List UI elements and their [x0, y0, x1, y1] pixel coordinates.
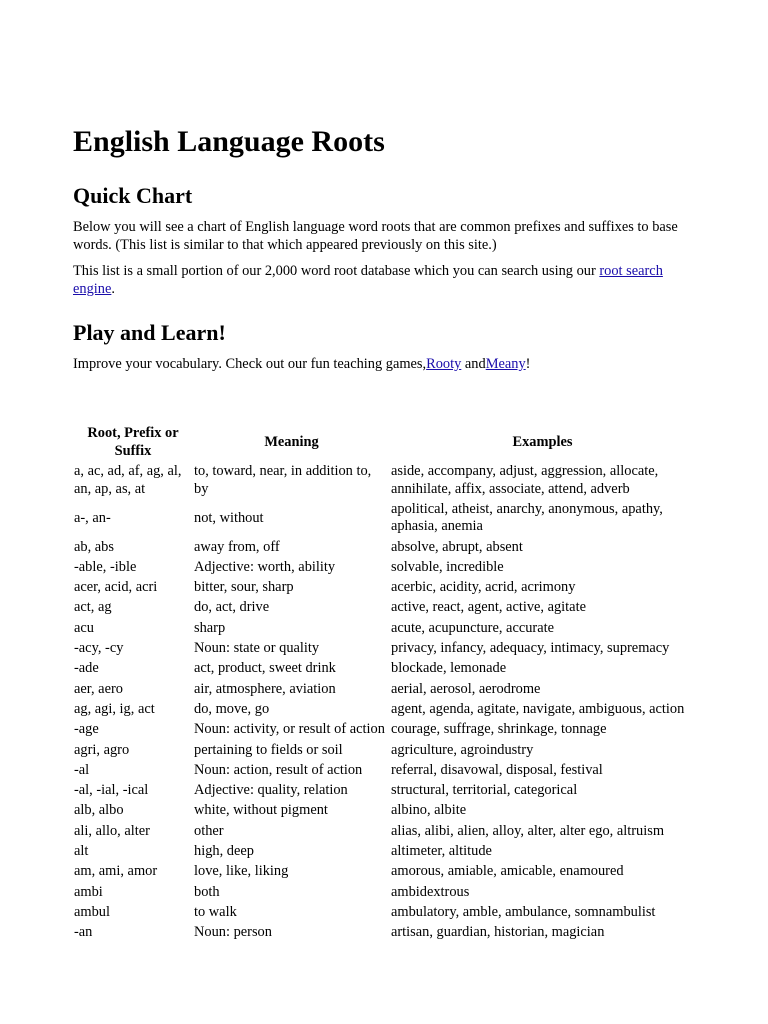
cell-examples: alias, alibi, alien, alloy, alter, alter ego, altruism — [391, 822, 665, 839]
cell-meaning: both — [194, 883, 220, 900]
cell-meaning: love, like, liking — [194, 863, 289, 880]
cell-root: am, ami, amor — [74, 863, 158, 880]
table-row — [73, 842, 695, 862]
cell-root: a-, an- — [74, 509, 111, 526]
cell-root: ag, agi, ig, act — [74, 700, 155, 717]
table-row — [73, 761, 695, 781]
cell-root: alt — [74, 843, 89, 860]
header-examples: Examples — [512, 433, 573, 450]
table-row — [73, 720, 695, 740]
header-root: Root, Prefix or Suffix — [87, 425, 179, 459]
root-search-engine-link[interactable]: root search engine — [73, 263, 663, 297]
cell-meaning: Adjective: quality, relation — [194, 782, 348, 799]
cell-meaning: Noun: action, result of action — [194, 761, 363, 778]
cell-root: ambul — [74, 903, 110, 920]
cell-meaning: other — [194, 822, 224, 839]
cell-root: acu — [74, 619, 94, 636]
roots-table — [73, 423, 695, 944]
table-row — [73, 462, 695, 500]
cell-examples: acute, acupuncture, accurate — [391, 619, 554, 636]
cell-examples: courage, suffrage, shrinkage, tonnage — [391, 721, 607, 738]
table-row — [73, 741, 695, 761]
cell-examples: aside, accompany, adjust, aggression, allocate, annihilate, affix, associate, attend, adverb — [391, 463, 659, 497]
cell-root: -acy, -cy — [74, 640, 124, 657]
cell-meaning: air, atmosphere, aviation — [194, 680, 336, 697]
cell-meaning: high, deep — [194, 843, 254, 860]
cell-examples: altimeter, altitude — [391, 843, 492, 860]
table-row — [73, 862, 695, 882]
cell-examples: structural, territorial, categorical — [391, 782, 578, 799]
cell-meaning: to walk — [194, 903, 237, 920]
table-row — [73, 558, 695, 578]
cell-examples: privacy, infancy, adequacy, intimacy, supremacy — [391, 640, 670, 657]
cell-examples: apolitical, atheist, anarchy, anonymous, apathy, aphasia, anemia — [391, 500, 663, 535]
cell-examples: blockade, lemonade — [391, 660, 507, 677]
cell-root: aer, aero — [74, 680, 123, 697]
header-meaning: Meaning — [264, 433, 319, 450]
meany-link[interactable]: Meany — [485, 356, 526, 372]
cell-meaning: Noun: person — [194, 924, 272, 941]
cell-examples: aerial, aerosol, aerodrome — [391, 680, 541, 697]
cell-root: alb, albo — [74, 802, 124, 819]
cell-root: -able, -ible — [74, 558, 137, 575]
table-row — [73, 659, 695, 679]
table-body — [73, 462, 695, 944]
cell-examples: amorous, amiable, amicable, enamoured — [391, 863, 624, 880]
table-row — [73, 680, 695, 700]
table-row — [73, 781, 695, 801]
cell-root: a, ac, ad, af, ag, al, an, ap, as, at — [74, 463, 182, 497]
cell-meaning: not, without — [194, 509, 264, 526]
rooty-link[interactable]: Rooty — [426, 356, 462, 372]
intro-paragraph: Below you will see a chart of English language word roots that are common prefixes and suffixes to base words. (This list is similar to that which appeared previously on this site.) — [73, 219, 678, 253]
database-paragraph — [73, 262, 693, 298]
cell-examples: absolve, abrupt, absent — [391, 538, 523, 555]
table-row — [73, 500, 695, 538]
cell-examples: albino, albite — [391, 802, 467, 819]
cell-examples: referral, disavowal, disposal, festival — [391, 761, 603, 778]
cell-examples: ambidextrous — [391, 883, 470, 900]
cell-root: ab, abs — [74, 538, 114, 555]
cell-meaning: away from, off — [194, 538, 280, 555]
table-row — [73, 639, 695, 659]
cell-examples: agent, agenda, agitate, navigate, ambiguous, action — [391, 700, 685, 717]
cell-examples: active, react, agent, active, agitate — [391, 599, 586, 616]
games-text: Improve your vocabulary. Check out our fun teaching games, — [73, 356, 427, 372]
cell-root: -an — [74, 924, 93, 941]
cell-meaning: pertaining to fields or soil — [194, 741, 343, 758]
cell-examples: artisan, guardian, historian, magician — [391, 924, 605, 941]
cell-meaning: sharp — [194, 619, 226, 636]
table-row — [73, 801, 695, 821]
games-text-mid: and — [461, 356, 486, 372]
cell-root: act, ag — [74, 599, 112, 616]
table-row — [73, 538, 695, 558]
cell-root: ali, allo, alter — [74, 822, 150, 839]
cell-examples: agriculture, agroindustry — [391, 741, 534, 758]
games-text-end: ! — [525, 356, 531, 372]
cell-examples: acerbic, acidity, acrid, acrimony — [391, 579, 576, 596]
cell-meaning: Noun: state or quality — [194, 640, 320, 657]
database-text: This list is a small portion of our 2,000 word root database which you can search using our — [73, 263, 600, 279]
cell-meaning: white, without pigment — [194, 802, 328, 819]
games-paragraph — [73, 355, 693, 373]
cell-meaning: bitter, sour, sharp — [194, 579, 294, 596]
cell-root: -al — [74, 761, 90, 778]
table-header-row — [73, 423, 695, 462]
cell-examples: ambulatory, amble, ambulance, somnambulist — [391, 903, 656, 920]
cell-meaning: Adjective: worth, ability — [194, 558, 336, 575]
page-title: English Language Roots — [73, 125, 385, 158]
cell-root: -age — [74, 721, 99, 738]
quick-chart-heading: Quick Chart — [73, 183, 193, 208]
play-and-learn-heading: Play and Learn! — [73, 320, 226, 345]
table-row — [73, 578, 695, 598]
table-row — [73, 700, 695, 720]
cell-meaning: do, act, drive — [194, 599, 270, 616]
cell-examples: solvable, incredible — [391, 558, 504, 575]
cell-root: ambi — [74, 883, 103, 900]
cell-root: -ade — [74, 660, 99, 677]
table-row — [73, 822, 695, 842]
table-row — [73, 883, 695, 903]
table-row — [73, 619, 695, 639]
cell-root: -al, -ial, -ical — [74, 782, 149, 799]
table-row — [73, 598, 695, 618]
cell-meaning: Noun: activity, or result of action — [194, 721, 385, 738]
cell-meaning: do, move, go — [194, 700, 270, 717]
cell-meaning: act, product, sweet drink — [194, 660, 336, 677]
database-text-end: . — [111, 281, 115, 297]
cell-root: acer, acid, acri — [74, 579, 158, 596]
cell-meaning: to, toward, near, in addition to, by — [194, 463, 372, 497]
table-row — [73, 903, 695, 923]
cell-root: agri, agro — [74, 741, 130, 758]
table-row — [73, 923, 695, 943]
